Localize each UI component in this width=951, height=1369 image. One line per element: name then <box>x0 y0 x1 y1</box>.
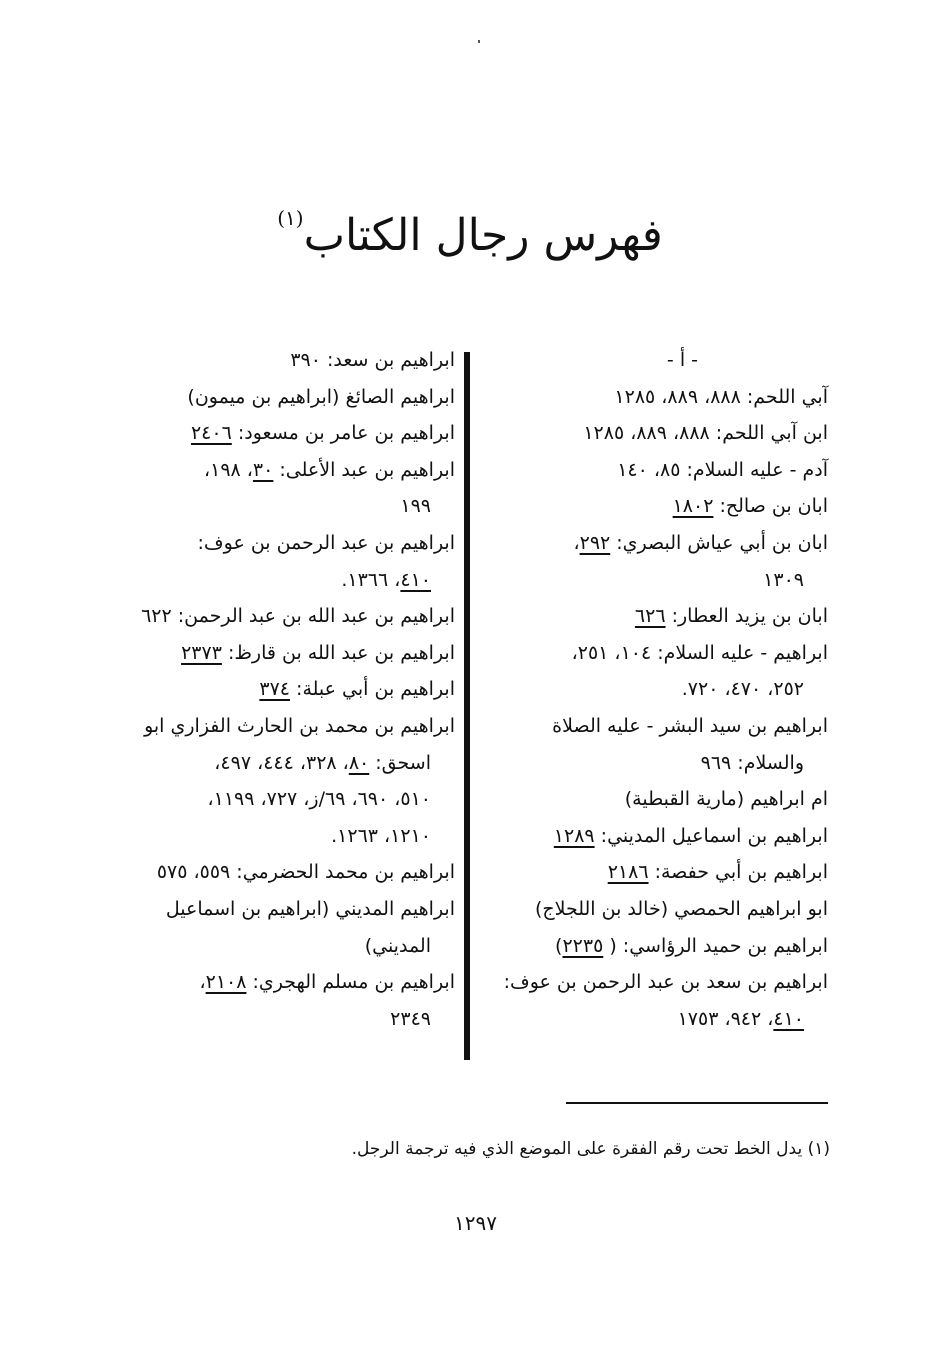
index-entry-continuation <box>100 781 455 818</box>
title-footnote-marker: (١) <box>277 206 304 230</box>
entry-text: ابراهيم بن اسماعيل المديني: <box>600 824 828 847</box>
index-entry <box>478 891 828 928</box>
index-entry <box>478 635 828 672</box>
index-entry <box>100 854 455 891</box>
biography-paragraph-number: ١٢٨٩ <box>553 824 595 847</box>
entry-text: ابراهيم - عليه السلام: ١٠٤، ٢٥١، <box>571 641 828 664</box>
biography-paragraph-number: ٤١٠ <box>773 1007 804 1030</box>
index-entry <box>100 525 455 562</box>
entry-text: ابان بن أبي عياش البصري: <box>616 531 828 554</box>
entry-text: آبي اللحم: ٨٨٨، ٨٨٩، ١٢٨٥ <box>614 385 828 408</box>
index-entry <box>100 671 455 708</box>
entry-text: ابراهيم بن محمد الحضرمي: ٥٥٩، ٥٧٥ <box>156 861 455 884</box>
index-entry <box>100 379 455 416</box>
index-entry <box>100 342 455 379</box>
entry-text: ٢٣٤٩ <box>390 1007 431 1030</box>
entry-text: ابراهيم بن عبد الله بن عبد الرحمن: ٦٢٢ <box>141 605 455 628</box>
section-letter: - أ - <box>666 349 698 371</box>
biography-paragraph-number: ٦٢٦ <box>634 605 666 628</box>
biography-paragraph-number: ٢٣٧٣ <box>181 641 222 664</box>
entry-text-after: ) <box>555 934 563 957</box>
entry-text: ابراهيم الصائغ (ابراهيم بن ميمون) <box>187 385 455 408</box>
biography-paragraph-number: ٣٧٤ <box>259 678 290 701</box>
biography-paragraph-number: ١٨٠٢ <box>672 495 714 518</box>
entry-text: ١٢١٠، ١٢٦٣. <box>331 824 431 847</box>
entry-text: ٥١٠، ٦٩٠، ٦٩/ز، ٧٢٧، ١١٩٩، <box>207 788 431 811</box>
right-entries <box>478 379 828 1038</box>
entry-text: ام ابراهيم (مارية القبطية) <box>624 788 828 811</box>
scan-speck <box>478 40 480 43</box>
entry-text-after: ، ٣٢٨، ٤٤٤، ٤٩٧، <box>214 751 349 774</box>
entry-text: آدم - عليه السلام: ٨٥، ١٤٠ <box>617 458 828 481</box>
entry-text: ابراهيم بن أبي عبلة: <box>296 678 455 701</box>
index-entry-continuation <box>478 562 828 599</box>
entry-text: ابراهيم بن حميد الرؤاسي: ( <box>609 934 828 957</box>
entry-text: المديني) <box>364 934 431 957</box>
index-entry <box>100 635 455 672</box>
entry-text-after: ، ١٣٦٦. <box>341 568 401 591</box>
entry-text: ابراهيم بن عبد الرحمن بن عوف: <box>197 531 455 554</box>
biography-paragraph-number: ٨٠ <box>348 751 370 774</box>
entry-text: اسحق: <box>375 751 431 774</box>
biography-paragraph-number: ٤١٠ <box>400 568 431 591</box>
entry-text: ابراهيم بن مسلم الهجري: <box>252 971 455 994</box>
entry-text: ابان بن صالح: <box>719 495 828 518</box>
entry-text: ابراهيم بن سعد بن عبد الرحمن بن عوف: <box>503 971 828 994</box>
index-entry <box>100 452 455 489</box>
entry-text-after: ، <box>573 531 580 554</box>
entry-text: ابن آبي اللحم: ٨٨٨، ٨٨٩، ١٢٨٥ <box>583 422 828 445</box>
index-entry-continuation <box>100 745 455 782</box>
page-title <box>230 196 710 276</box>
entry-text: ٢٥٢، ٤٧٠، ٧٢٠. <box>681 678 804 701</box>
page-title-text: فهرس رجال الكتاب <box>303 210 663 261</box>
index-entry-continuation <box>100 818 455 855</box>
footnote: (١) يدل الخط تحت رقم الفقرة على الموضع الذي فيه ترجمة الرجل. <box>351 1139 830 1159</box>
footnote-separator <box>566 1102 828 1104</box>
index-entry <box>478 452 828 489</box>
index-entry-continuation <box>478 671 828 708</box>
index-entry <box>478 781 828 818</box>
index-entry <box>478 928 828 965</box>
index-entry-continuation <box>100 1001 455 1038</box>
biography-paragraph-number: ٢١٠٨ <box>205 971 247 994</box>
entry-text: ابو ابراهيم الحمصي (خالد بن اللجلاج) <box>534 897 828 920</box>
entry-text: ابراهيم بن أبي حفصة: <box>654 861 828 884</box>
entry-text-after: ، <box>199 971 206 994</box>
entry-text: ابراهيم بن عامر بن مسعود: <box>237 422 455 445</box>
index-entry-continuation <box>100 928 455 965</box>
entry-text: ١٣٠٩ <box>763 568 804 591</box>
index-entry-continuation <box>478 745 828 782</box>
entry-text: ابراهيم بن عبد الأعلى: <box>279 458 455 481</box>
index-entry-continuation <box>478 1001 828 1038</box>
index-column-left <box>100 342 455 1037</box>
index-entry <box>478 379 828 416</box>
entry-text: ابراهيم بن سيد البشر - عليه الصلاة <box>552 714 828 737</box>
biography-paragraph-number: ٢٤٠٦ <box>190 422 232 445</box>
entry-text: والسلام: ٩٦٩ <box>700 751 804 774</box>
entry-text-after: ، ٩٤٢، ١٧٥٣ <box>677 1007 774 1030</box>
biography-paragraph-number: ٢٢٣٥ <box>562 934 604 957</box>
column-divider <box>464 352 470 1060</box>
index-entry <box>478 525 828 562</box>
index-entry <box>100 891 455 928</box>
index-entry <box>100 964 455 1001</box>
entry-text: ابراهيم بن سعد: ٣٩٠ <box>290 349 455 371</box>
entry-text: ابراهيم بن محمد بن الحارث الفزاري ابو <box>144 714 455 737</box>
index-entry-continuation <box>100 562 455 599</box>
index-entry <box>478 488 828 525</box>
entry-text: ١٩٩ <box>400 495 431 518</box>
index-entry <box>100 598 455 635</box>
index-entry <box>478 708 828 745</box>
left-entries <box>100 342 455 1037</box>
entry-text: ابراهيم المديني (ابراهيم بن اسماعيل <box>165 897 455 920</box>
biography-paragraph-number: ٢٩٢ <box>579 531 611 554</box>
index-entry-continuation <box>100 488 455 525</box>
index-entry <box>478 854 828 891</box>
entry-text-after: ، ١٩٨، <box>203 458 253 481</box>
biography-paragraph-number: ٣٠ <box>252 458 274 481</box>
index-column-right <box>478 342 828 1037</box>
index-entry <box>478 818 828 855</box>
page-number: ١٢٩٧ <box>454 1211 497 1235</box>
index-entry <box>478 415 828 452</box>
biography-paragraph-number: ٢١٨٦ <box>607 861 649 884</box>
entry-text: ابان بن يزيد العطار: <box>671 605 828 628</box>
entry-text: ابراهيم بن عبد الله بن قارظ: <box>227 641 455 664</box>
index-entry <box>100 708 455 745</box>
index-entry <box>478 964 828 1001</box>
index-entry <box>478 598 828 635</box>
index-entry <box>100 415 455 452</box>
